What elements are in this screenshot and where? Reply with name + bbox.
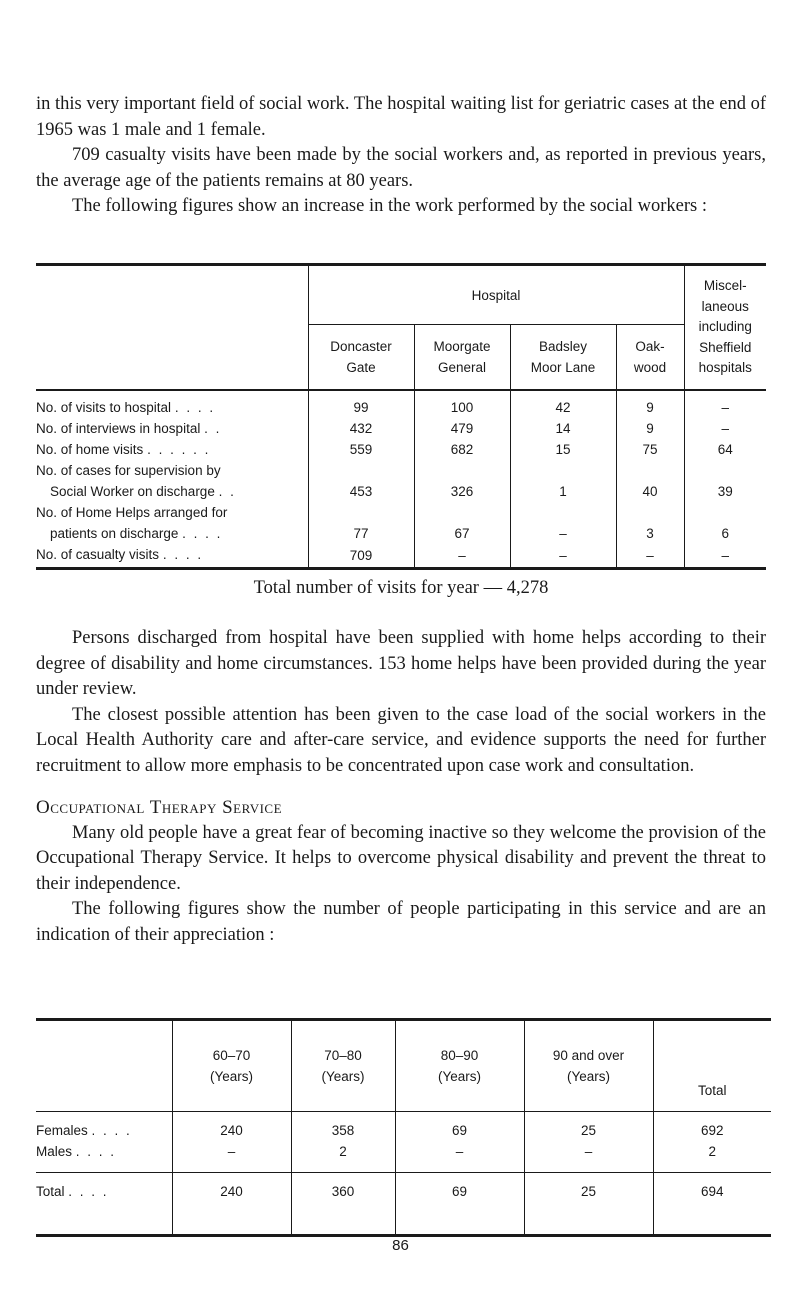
leader-dots: . . . . bbox=[75, 1144, 117, 1159]
table-row bbox=[36, 460, 766, 502]
row-label: No. of cases for supervision by bbox=[36, 463, 221, 478]
cell: 358 bbox=[291, 1112, 395, 1142]
leader-dots: . . . . bbox=[162, 547, 204, 562]
row-label: Total bbox=[36, 1184, 65, 1199]
row-label: No. of Home Helps arranged for bbox=[36, 505, 228, 520]
column-header-oakwood: Oak- wood bbox=[616, 325, 684, 391]
row-label: Males bbox=[36, 1144, 73, 1159]
leader-dots: . . . . bbox=[91, 1123, 132, 1138]
cell: 39 bbox=[684, 460, 766, 502]
cell: 479 bbox=[414, 418, 510, 439]
cell: – bbox=[172, 1141, 291, 1173]
cell: 25 bbox=[524, 1173, 653, 1235]
section-heading: Occupational Therapy Service bbox=[36, 797, 283, 818]
column-header-90-over: 90 and over (Years) bbox=[524, 1021, 653, 1112]
row-label-header bbox=[36, 1021, 172, 1112]
cell: 6 bbox=[684, 502, 766, 544]
column-header-doncaster: Doncaster Gate bbox=[308, 325, 414, 391]
cell: 42 bbox=[510, 390, 616, 418]
body-text bbox=[36, 626, 766, 948]
cell: 75 bbox=[616, 439, 684, 460]
paragraph-case-load: The closest possible attention has been given to the case load of the social workers in the Local Health Authority care and after-care service, and evidence supports the need for further recruitment to allow more emphasis to be concentrated upon case work and consultation. bbox=[36, 704, 766, 776]
table-row bbox=[36, 390, 766, 418]
cell: 40 bbox=[616, 460, 684, 502]
leader-dots: . . . . bbox=[182, 526, 223, 541]
table-row bbox=[36, 418, 766, 439]
row-label: No. of casualty visits bbox=[36, 547, 160, 562]
intro-paragraph-3: The following figures show an increase in the work performed by the social workers : bbox=[72, 196, 707, 216]
cell: 15 bbox=[510, 439, 616, 460]
leader-dots: . . . . . . bbox=[147, 442, 211, 457]
cell: 2 bbox=[653, 1141, 771, 1173]
cell: 432 bbox=[308, 418, 414, 439]
cell: 3 bbox=[616, 502, 684, 544]
cell: 2 bbox=[291, 1141, 395, 1173]
row-label: No. of visits to hospital bbox=[36, 400, 172, 415]
cell: 240 bbox=[172, 1112, 291, 1142]
cell: 692 bbox=[653, 1112, 771, 1142]
intro-paragraph-2: 709 casualty visits have been made by the social workers and, as reported in previous years, the average age of the patients remains at 80 years. bbox=[36, 145, 766, 191]
row-label: patients on discharge bbox=[50, 526, 179, 541]
cell: 69 bbox=[395, 1173, 524, 1235]
table-row bbox=[36, 1112, 771, 1142]
cell: – bbox=[510, 544, 616, 567]
row-label-header bbox=[36, 266, 308, 390]
column-header-badsley: Badsley Moor Lane bbox=[510, 325, 616, 391]
cell: 694 bbox=[653, 1173, 771, 1235]
cell: 99 bbox=[308, 390, 414, 418]
column-header-moorgate: Moorgate General bbox=[414, 325, 510, 391]
cell: – bbox=[524, 1141, 653, 1173]
page-number: 86 bbox=[392, 1237, 409, 1254]
cell: – bbox=[684, 544, 766, 567]
social-work-table bbox=[36, 263, 766, 570]
paragraph-occupational-therapy: Many old people have a great fear of becoming inactive so they welcome the provision of the Occupational Therapy Service. It helps to overcome physical disability and prevent the threat to their independence. bbox=[36, 822, 766, 894]
cell: 9 bbox=[616, 418, 684, 439]
column-header-total: Total bbox=[653, 1021, 771, 1112]
cell: – bbox=[510, 502, 616, 544]
intro-text bbox=[36, 92, 766, 220]
cell: 77 bbox=[308, 502, 414, 544]
cell: 69 bbox=[395, 1112, 524, 1142]
table-row bbox=[36, 439, 766, 460]
cell: 682 bbox=[414, 439, 510, 460]
paragraph-figures-intro: The following figures show the number of people participating in this service and are an indication of their appreciation : bbox=[36, 899, 766, 945]
leader-dots: . . bbox=[218, 484, 236, 499]
table-row bbox=[36, 502, 766, 544]
hospital-header: Hospital bbox=[308, 266, 684, 325]
cell: – bbox=[684, 418, 766, 439]
row-label: Females bbox=[36, 1123, 88, 1138]
total-visits-line: Total number of visits for year — 4,278 bbox=[253, 578, 549, 598]
cell: 9 bbox=[616, 390, 684, 418]
cell: 709 bbox=[308, 544, 414, 567]
cell: – bbox=[616, 544, 684, 567]
paragraph-home-helps: Persons discharged from hospital have been supplied with home helps according to their degree of disability and home circumstances. 153 home helps have been provided during the year under review. bbox=[36, 628, 766, 699]
cell: 100 bbox=[414, 390, 510, 418]
cell: 559 bbox=[308, 439, 414, 460]
row-label: No. of interviews in hospital bbox=[36, 421, 201, 436]
table-row bbox=[36, 1141, 771, 1173]
intro-line-1: in this very important field of social work. The hospital waiting list for geriatric cases at the end of 1965 was 1 male and 1 female. bbox=[36, 94, 766, 140]
table-total-row bbox=[36, 1173, 771, 1235]
occupational-therapy-table bbox=[36, 1018, 771, 1237]
cell: 14 bbox=[510, 418, 616, 439]
leader-dots: . . bbox=[204, 421, 222, 436]
cell: 1 bbox=[510, 460, 616, 502]
table-row bbox=[36, 544, 766, 567]
row-label: Social Worker on discharge bbox=[50, 484, 215, 499]
leader-dots: . . . . bbox=[68, 1184, 109, 1199]
column-header-80-90: 80–90 (Years) bbox=[395, 1021, 524, 1112]
table-bottom-rule bbox=[36, 567, 766, 570]
row-label: No. of home visits bbox=[36, 442, 144, 457]
cell: 360 bbox=[291, 1173, 395, 1235]
cell: – bbox=[395, 1141, 524, 1173]
misc-header: Miscel- laneous including Sheffield hospitals bbox=[684, 266, 766, 390]
column-header-70-80: 70–80 (Years) bbox=[291, 1021, 395, 1112]
leader-dots: . . . . bbox=[174, 400, 216, 415]
cell: 67 bbox=[414, 502, 510, 544]
cell: – bbox=[684, 390, 766, 418]
cell: – bbox=[414, 544, 510, 567]
cell: 240 bbox=[172, 1173, 291, 1235]
cell: 326 bbox=[414, 460, 510, 502]
cell: 453 bbox=[308, 460, 414, 502]
cell: 64 bbox=[684, 439, 766, 460]
column-header-60-70: 60–70 (Years) bbox=[172, 1021, 291, 1112]
cell: 25 bbox=[524, 1112, 653, 1142]
